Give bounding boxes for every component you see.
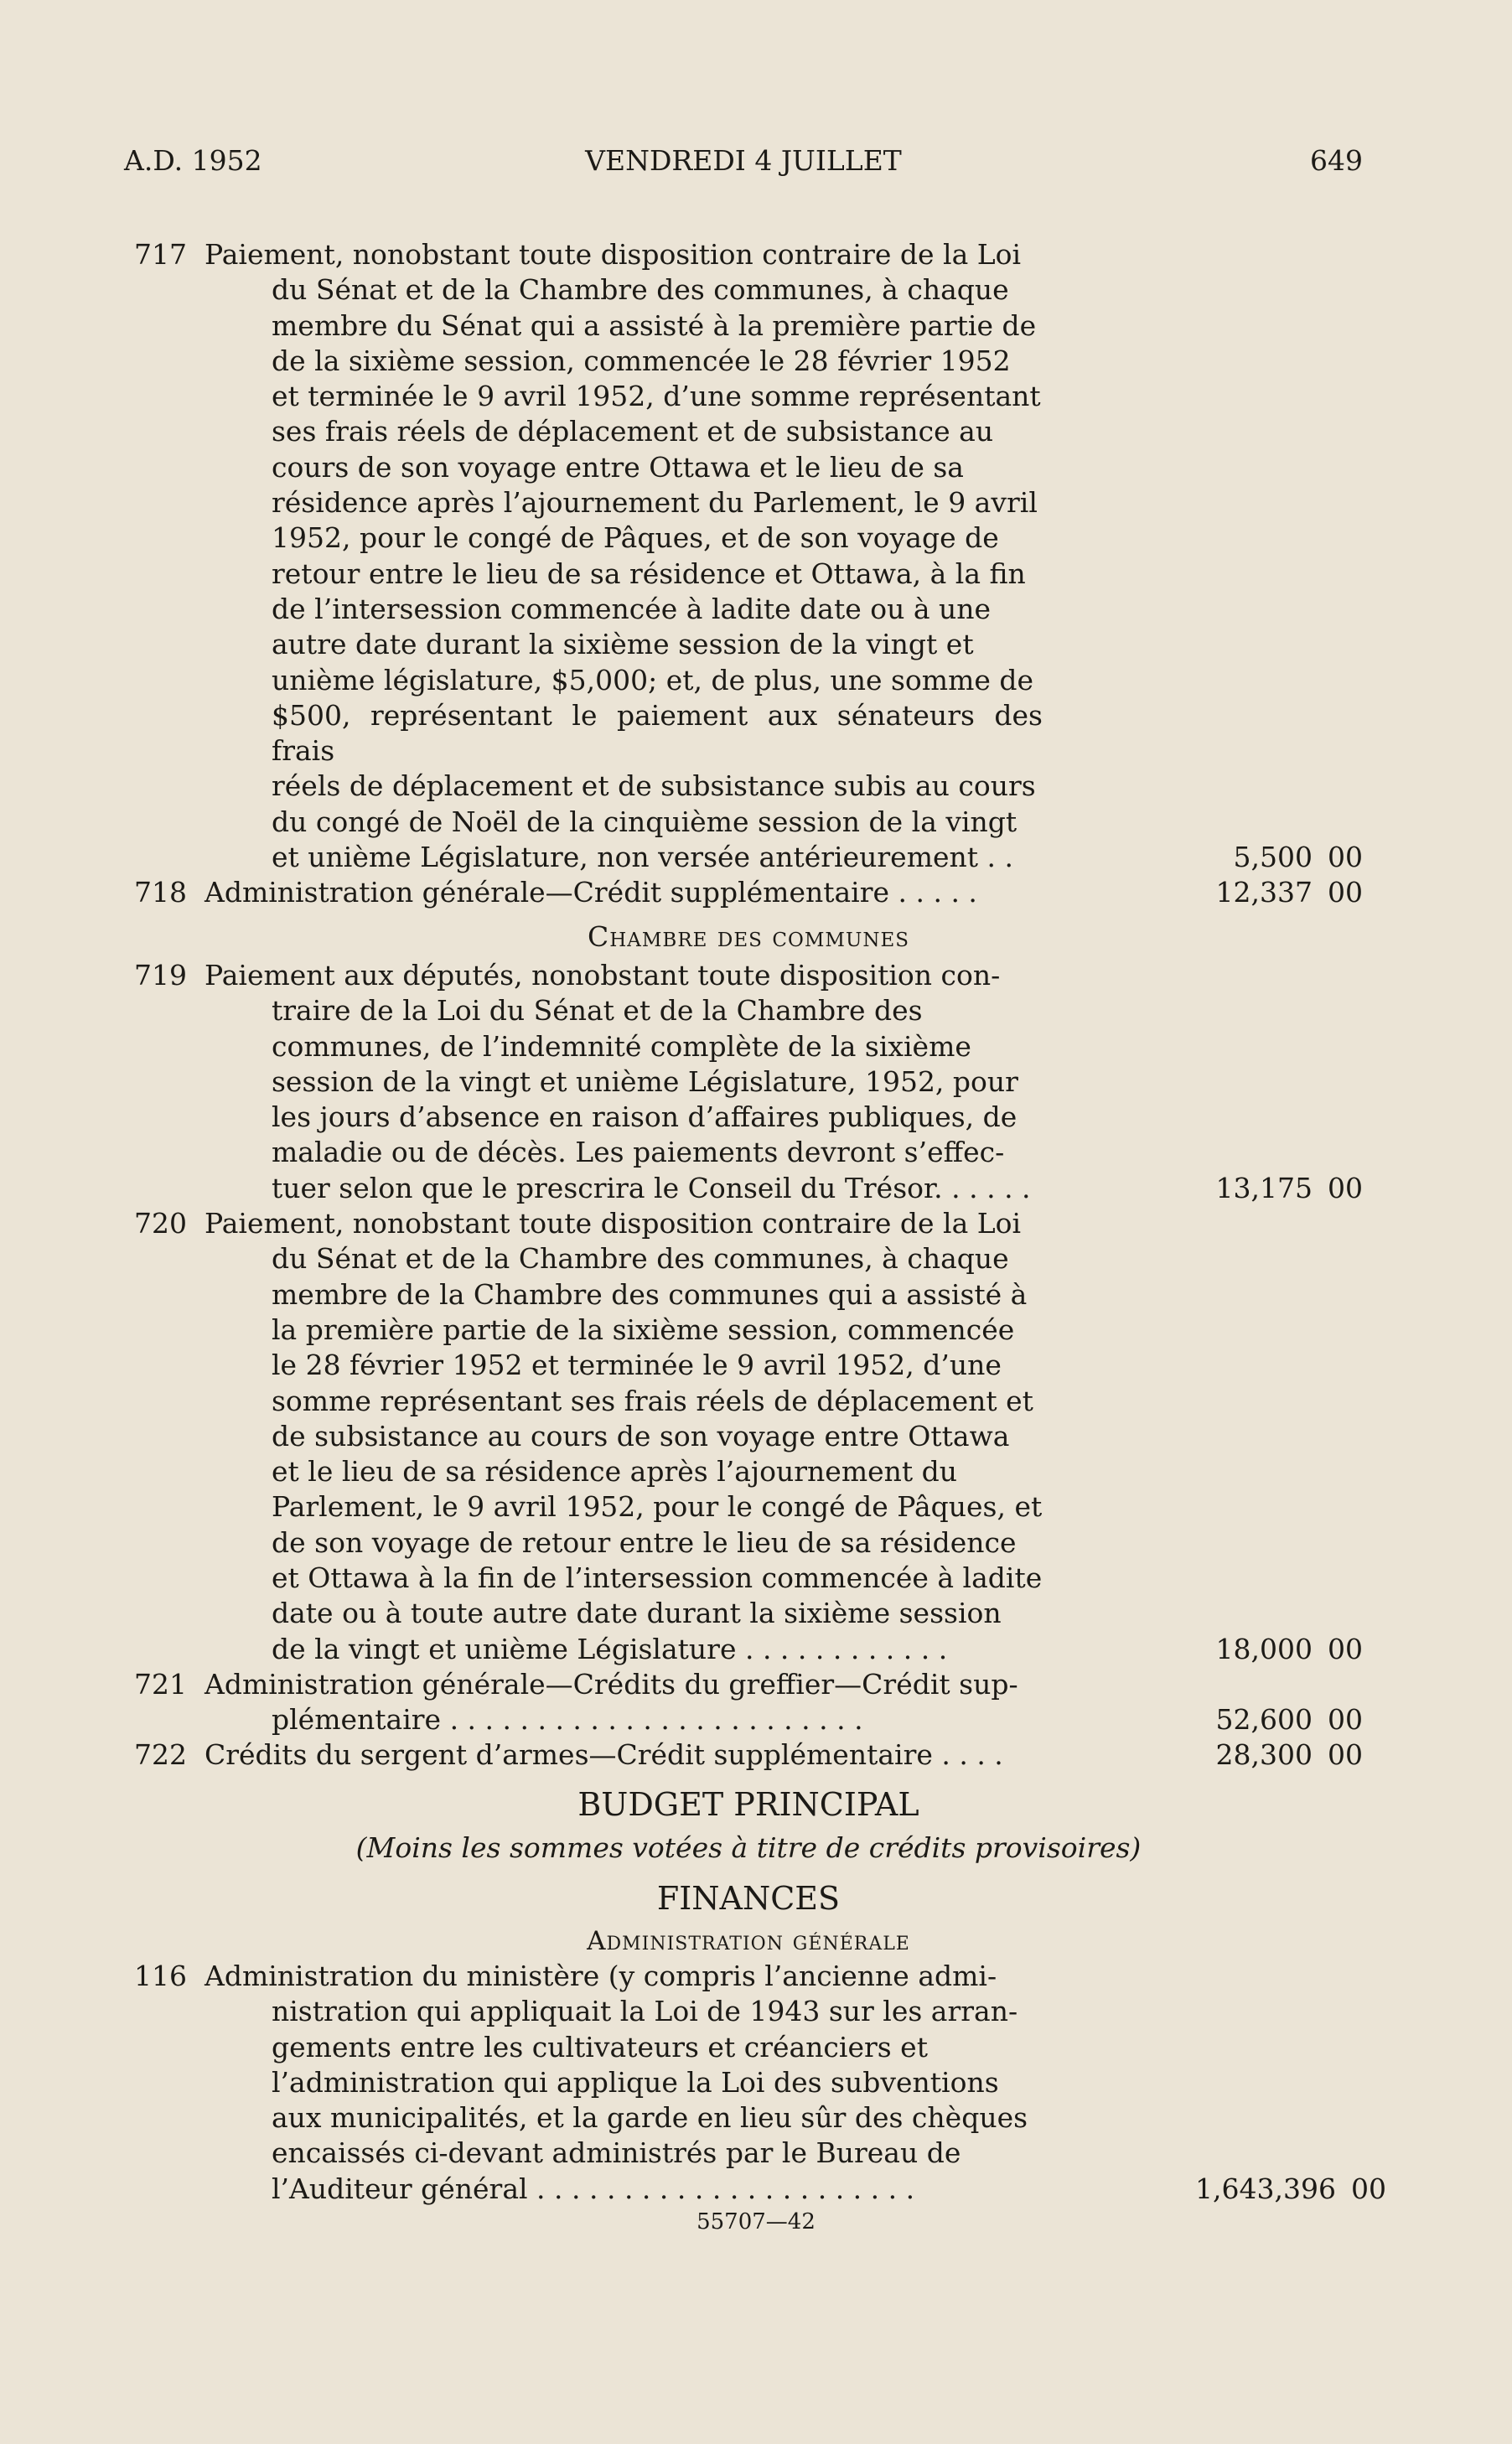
amount-cents: 00 — [1328, 1738, 1363, 1772]
vote-item — [134, 237, 1363, 875]
department-title: FINANCES — [656, 1880, 841, 1918]
vote-item — [134, 1959, 1386, 2207]
vote-amount — [1195, 1632, 1363, 1667]
department-subheading: Administration générale — [587, 1925, 910, 1956]
vote-amount — [1195, 1171, 1363, 1206]
description-line: Parlement, le 9 avril 1952, pour le congé de Pâques, et — [272, 1490, 1043, 1524]
vote-amount — [1195, 875, 1363, 910]
vote-number: 717 — [134, 238, 187, 271]
description-line: Paiement, nonobstant toute disposition contraire de la Loi — [205, 238, 1022, 271]
description-line: retour entre le lieu de sa résidence et Ottawa, à la fin — [272, 557, 1026, 590]
vote-item — [134, 875, 1363, 910]
vote-number: 719 — [134, 958, 187, 992]
header-year: A.D. 1952 — [124, 144, 262, 177]
vote-description — [205, 1959, 1043, 2207]
vote-item — [134, 1737, 1363, 1773]
description-line: Administration du ministère (y compris l’ancienne admi- — [205, 1959, 997, 1992]
description-line: et unième Législature, non versée antérieurement . . — [272, 841, 1013, 874]
description-line: Crédits du sergent d’armes—Crédit supplémentaire . . . . — [205, 1738, 1003, 1772]
vote-amount — [1195, 1702, 1363, 1737]
description-line: Paiement aux députés, nonobstant toute disposition con- — [205, 958, 1001, 992]
description-line: Administration générale—Crédit supplémentaire . . . . . — [205, 876, 977, 909]
description-line: du Sénat et de la Chambre des communes, à chaque — [272, 1242, 1009, 1276]
house-items — [134, 958, 1363, 1773]
description-line: cours de son voyage entre Ottawa et le lieu de sa — [272, 450, 964, 484]
finance-items — [134, 1959, 1386, 2207]
vote-item — [134, 1206, 1363, 1667]
amount-dollars: 12,337 — [1215, 876, 1313, 909]
description-line: aux municipalités, et la garde en lieu sûr des chèques — [272, 2101, 1028, 2135]
amount-cents: 00 — [1328, 1703, 1363, 1737]
amount-cents: 00 — [1328, 1632, 1363, 1665]
amount-cents: 00 — [1328, 876, 1363, 909]
description-line: encaissés ci-devant administrés par le Bureau de — [272, 2136, 961, 2170]
budget-title: BUDGET PRINCIPAL — [577, 1785, 919, 1823]
header-date: VENDREDI 4 JUILLET — [585, 144, 902, 177]
description-line: unième législature, $5,000; et, de plus, une somme de — [272, 663, 1034, 696]
description-line: somme représentant ses frais réels de déplacement et — [272, 1384, 1033, 1417]
vote-description — [205, 237, 1043, 875]
amount-dollars: 18,000 — [1215, 1632, 1313, 1665]
description-line: du Sénat et de la Chambre des communes, à chaque — [272, 273, 1009, 307]
description-line: ses frais réels de déplacement et de subsistance au — [272, 415, 994, 448]
section-heading-house: Chambre des communes — [587, 919, 910, 953]
description-line: et le lieu de sa résidence après l’ajournement du — [272, 1455, 958, 1489]
vote-description — [205, 1206, 1043, 1667]
vote-number: 720 — [134, 1207, 187, 1240]
vote-amount — [1195, 2172, 1386, 2207]
printer-code: 55707—42 — [696, 2209, 816, 2234]
senate-items — [134, 237, 1363, 911]
vote-number: 721 — [134, 1667, 187, 1701]
description-line: traire de la Loi du Sénat et de la Chambre des — [272, 994, 923, 1028]
description-line: autre date durant la sixième session de la vingt et — [272, 628, 974, 661]
amount-cents: 00 — [1350, 2172, 1386, 2205]
vote-description — [205, 1667, 1043, 1738]
vote-description — [205, 875, 1043, 910]
amount-dollars: 5,500 — [1233, 841, 1313, 874]
description-line: de subsistance au cours de son voyage entre Ottawa — [272, 1419, 1010, 1452]
description-line: de l’intersession commencée à ladite date ou à une — [272, 592, 992, 625]
description-line: tuer selon que le prescrira le Conseil du Trésor. . . . . . — [272, 1171, 1031, 1204]
description-line: Administration générale—Crédits du greffier—Crédit sup- — [205, 1667, 1018, 1701]
document-body — [134, 237, 1386, 2207]
description-line: 1952, pour le congé de Pâques, et de son voyage de — [272, 521, 999, 555]
description-line: du congé de Noël de la cinquième session de la vingt — [272, 805, 1017, 838]
description-line: résidence après l’ajournement du Parlement, le 9 avril — [272, 486, 1038, 520]
page-number: 649 — [1310, 144, 1363, 177]
amount-dollars: 52,600 — [1215, 1703, 1313, 1737]
description-line: session de la vingt et unième Législature, 1952, pour — [272, 1064, 1018, 1098]
vote-amount — [1195, 840, 1363, 875]
description-line: et terminée le 9 avril 1952, d’une somme représentant — [272, 380, 1041, 413]
amount-cents: 00 — [1328, 1171, 1363, 1204]
description-line: nistration qui appliquait la Loi de 1943 sur les arran- — [272, 1995, 1018, 2028]
description-line: date ou à toute autre date durant la sixième session — [272, 1597, 1002, 1630]
description-line: les jours d’absence en raison d’affaires publiques, de — [272, 1100, 1017, 1134]
description-line: gements entre les cultivateurs et créanciers et — [272, 2030, 928, 2063]
vote-description — [205, 958, 1043, 1206]
vote-amount — [1195, 1737, 1363, 1773]
budget-subtitle: (Moins les sommes votées à titre de crédits provisoires) — [355, 1831, 1142, 1865]
description-line: communes, de l’indemnité complète de la sixième — [272, 1029, 971, 1063]
vote-item — [134, 1667, 1363, 1738]
description-line: de la sixième session, commencée le 28 février 1952 — [272, 344, 1011, 377]
vote-number: 722 — [134, 1738, 187, 1772]
description-line: Paiement, nonobstant toute disposition contraire de la Loi — [205, 1207, 1022, 1240]
vote-description — [205, 1737, 1043, 1773]
description-line: membre de la Chambre des communes qui a assisté à — [272, 1277, 1028, 1311]
description-line: de son voyage de retour entre le lieu de sa résidence — [272, 1525, 1017, 1559]
amount-cents: 00 — [1328, 841, 1363, 874]
vote-item — [134, 958, 1363, 1206]
description-line: de la vingt et unième Législature . . . . . . . . . . . . — [272, 1632, 948, 1665]
description-line: la première partie de la sixième session, commencée — [272, 1313, 1015, 1346]
vote-number: 718 — [134, 876, 187, 909]
description-line: plémentaire . . . . . . . . . . . . . . . . . . . . . . . . — [272, 1703, 863, 1737]
description-line: $500, représentant le paiement aux sénateurs des frais — [272, 698, 1043, 768]
description-line: réels de déplacement et de subsistance subis au cours — [272, 769, 1036, 803]
description-line: et Ottawa à la fin de l’intersession commencée à ladite — [272, 1561, 1043, 1594]
description-line: l’administration qui applique la Loi des subventions — [272, 2065, 999, 2099]
amount-dollars: 1,643,396 — [1195, 2172, 1336, 2205]
description-line: le 28 février 1952 et terminée le 9 avril 1952, d’une — [272, 1349, 1002, 1382]
description-line: maladie ou de décès. Les paiements devront s’effec- — [272, 1136, 1005, 1169]
amount-dollars: 13,175 — [1215, 1171, 1313, 1204]
page-header — [124, 144, 1363, 186]
amount-dollars: 28,300 — [1215, 1738, 1313, 1772]
vote-number: 116 — [134, 1959, 187, 1992]
description-line: membre du Sénat qui a assisté à la première partie de — [272, 308, 1037, 342]
description-line: l’Auditeur général . . . . . . . . . . . . . . . . . . . . . . — [272, 2172, 915, 2205]
